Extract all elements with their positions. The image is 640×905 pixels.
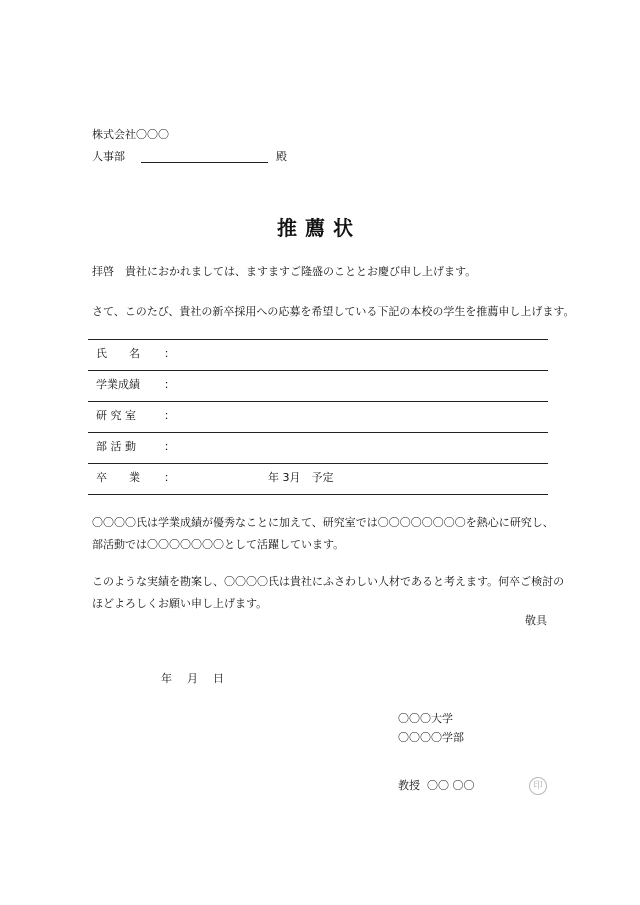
date-year: 年 — [161, 672, 172, 685]
body-line-1: 〇〇〇〇氏は学業成績が優秀なことに加えて、研究室では〇〇〇〇〇〇〇〇を熱心に研究し、 — [92, 516, 554, 529]
body-line-4: ほどよろしくお願い申し上げます。 — [92, 597, 268, 610]
university-name: 〇〇〇大学 — [398, 712, 453, 725]
body-line-2: 部活動では〇〇〇〇〇〇〇として活躍しています。 — [92, 538, 345, 551]
field-rule — [88, 463, 548, 464]
field-rule — [88, 494, 548, 495]
field-label-grades: 学業成績 — [96, 378, 140, 391]
company-name: 株式会社〇〇〇 — [92, 128, 169, 141]
field-separator: ： — [164, 378, 175, 391]
field-label-graduation: 卒 業 — [96, 471, 140, 484]
department: 人事部 — [92, 150, 125, 163]
body-line-3: このような実績を勘案し、〇〇〇〇氏は貴社にふさわしい人材であると考えます。何卒ご検討の — [92, 575, 565, 588]
greeting-paragraph: 拝啓 貴社におかれましては、ますますご隆盛のこととお慶び申し上げます。 — [92, 265, 477, 278]
field-rule — [88, 401, 548, 402]
closing: 敬具 — [525, 614, 547, 627]
document-title: 推薦状 — [277, 216, 361, 240]
field-separator: ： — [164, 471, 175, 484]
field-rule — [88, 339, 548, 340]
field-rule — [88, 432, 548, 433]
intro-paragraph: さて、このたび、貴社の新卒採用への応募を希望している下記の本校の学生を推薦申し上げます。 — [92, 305, 575, 318]
field-rule — [88, 370, 548, 371]
field-separator: ： — [164, 440, 175, 453]
seal-stamp-icon: 印 — [529, 777, 547, 795]
field-label-club: 部 活 動 — [96, 440, 136, 453]
signer-name: 〇〇 〇〇 — [427, 779, 475, 792]
date-day: 日 — [213, 672, 224, 685]
graduation-value: 年 3月 予定 — [268, 471, 334, 484]
honorific: 殿 — [276, 150, 287, 163]
date-month: 月 — [187, 672, 198, 685]
faculty-name: 〇〇〇〇学部 — [398, 731, 464, 744]
signer-title: 教授 — [398, 779, 420, 792]
field-label-name: 氏 名 — [96, 347, 140, 360]
field-separator: ： — [164, 347, 175, 360]
addressee-underline — [141, 162, 268, 163]
field-label-lab: 研 究 室 — [96, 409, 136, 422]
field-separator: ： — [164, 409, 175, 422]
